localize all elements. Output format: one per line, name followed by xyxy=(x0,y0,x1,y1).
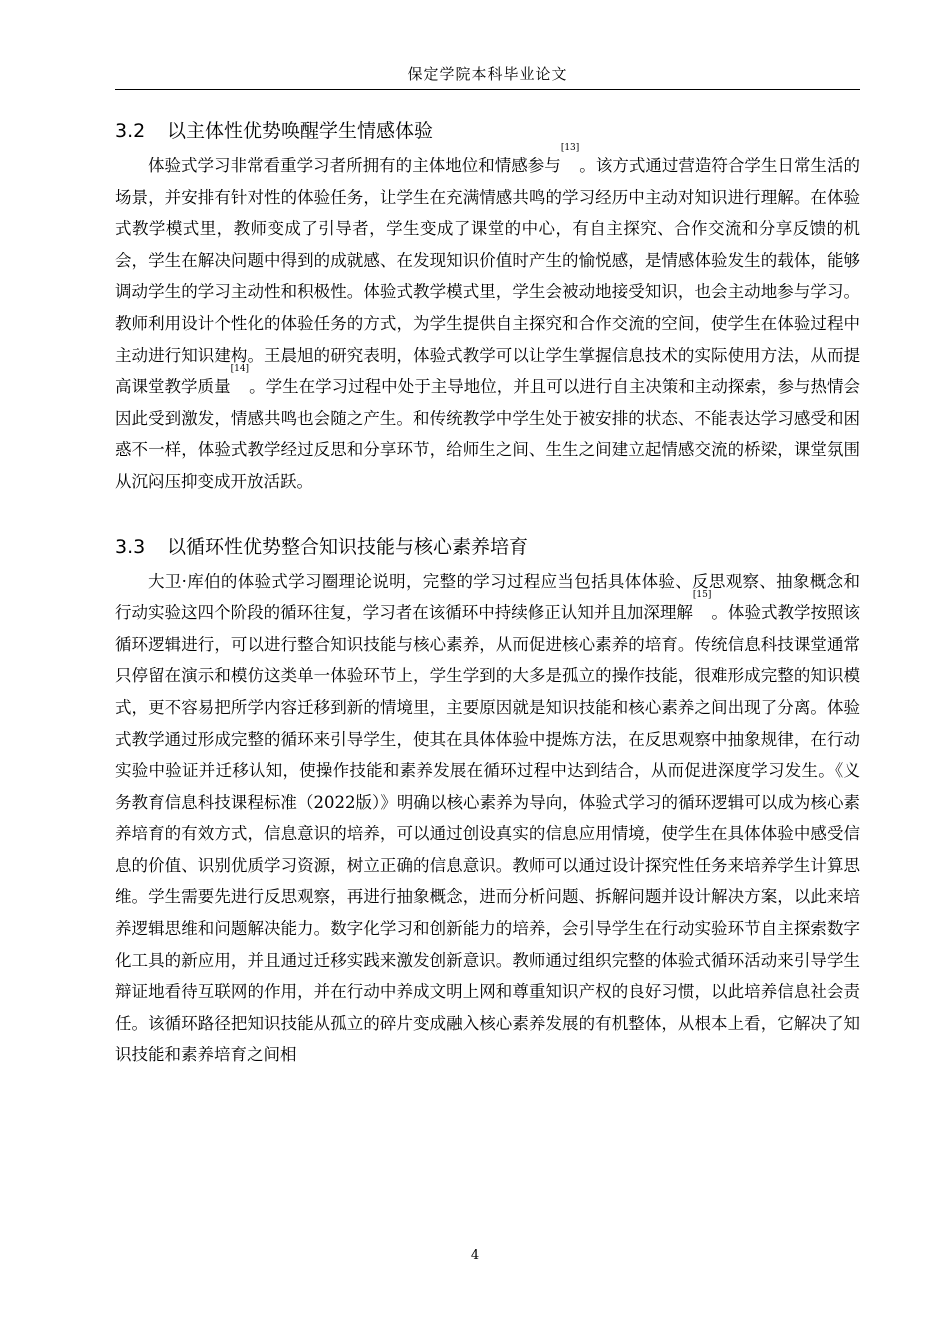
citation-13: [13] xyxy=(560,143,580,153)
page-number: 4 xyxy=(470,1248,480,1263)
header-rule xyxy=(115,89,860,90)
running-header: 保定学院本科毕业论文 xyxy=(407,65,568,83)
text-run: 。该方式通过营造符合学生日常生活的场景，并安排有针对性的体验任务，让学生在充满情感共鸣的学习经历中主动对知识进行理解。在体验式教学模式里，教师变成了引导者，学生变成了课堂的中心，有自主探究、合作交流和分享反馈的机会，学生在解决问题中得到的成就感、在发现知识价值时产生的愉悦感，是情感体验发生的载体，能够调动学生的学习主动性和积极性。体验式教学模式里，学生会被动地接受知识，也会主动地参与学习。教师利用设计个性化的体验任务的方式，为学生提供自主探究和合作交流的空间，使学生在体验过程中主动进行知识建构。王晨旭的研究表明，体验式教学可以让学生掌握信息技术的实际使用方法，从而提高课堂教学质量 xyxy=(115,156,861,397)
page-content xyxy=(115,118,860,1071)
text-run: 体验式学习非常看重学习者所拥有的主体地位和情感参与 xyxy=(148,156,561,175)
text-run: 。体验式教学按照该循环逻辑进行，可以进行整合知识技能与核心素养，从而促进核心素养的培育。传统信息科技课堂通常只停留在演示和模仿这类单一体验环节上，学生学到的大多是孤立的操作技能，很难形成完整的知识模式，更不容易把所学内容迁移到新的情境里，主要原因就是知识技能和核心素养之间出现了分离。体验式教学通过形成完整的循环来引导学生，使其在具体体验中提炼方法，在反思观察中抽象规律，在行动实验中验证并迁移认知，使操作技能和素养发展在循环过程中达到结合，从而促进深度学习发生。《义务教育信息科技课程标准（2022版）》明确以核心素养为导向，体验式学习的循环逻辑可以成为核心素养培育的有效方式，信息意识的培养，可以通过创设真实的信息应用情境，使学生在具体体验中感受信息的价值、识别优质学习资源，树立正确的信息意识。教师可以通过设计探究性任务来培养学生计算思维。学生需要先进行反思观察，再进行抽象概念，进而分析问题、拆解问题并设计解决方案，以此来培养逻辑思维和问题解决能力。数字化学习和创新能力的培养，会引导学生在行动实验环节自主探索数字化工具的新应用，并且通过迁移实践来激发创新意识。教师通过组织完整的体验式循环活动来引导学生辩证地看待互联网的作用，并在行动中养成文明上网和尊重知识产权的良好习惯，以此培养信息社会责任。该循环路径把知识技能从孤立的碎片变成融入核心素养发展的有机整体，从根本上看，它解决了知识技能和素养培育之间相 xyxy=(115,603,861,1065)
text-run: 。学生在学习过程中处于主导地位，并且可以进行自主决策和主动探索，参与热情会因此受到激发，情感共鸣也会随之产生。和传统教学中学生处于被安排的状态、不能表达学习感受和困惑不一样，体验式教学经过反思和分享环节，给师生之间、生生之间建立起情感交流的桥梁，课堂氛围从沉闷压抑变成开放活跃。 xyxy=(115,377,861,491)
section-heading-3-2 xyxy=(115,118,860,144)
section-number: 3.2 xyxy=(115,120,146,142)
section-title: 以主体性优势唤醒学生情感体验 xyxy=(167,120,434,142)
section-title: 以循环性优势整合知识技能与核心素养培育 xyxy=(167,535,529,558)
section-number: 3.3 xyxy=(115,535,146,558)
section-3-3-paragraph xyxy=(115,566,860,1072)
text-run: 大卫·库伯的体验式学习圈理论说明，完整的学习过程应当包括具体体验、反思观察、抽象概念和行动实验这四个阶段的循环往复，学习者在该循环中持续修正认知并且加深理解 xyxy=(115,571,860,623)
citation-15: [15] xyxy=(692,590,712,601)
citation-14: [14] xyxy=(230,364,250,375)
section-3-2-paragraph xyxy=(115,143,861,498)
section-heading-3-3 xyxy=(115,534,860,560)
